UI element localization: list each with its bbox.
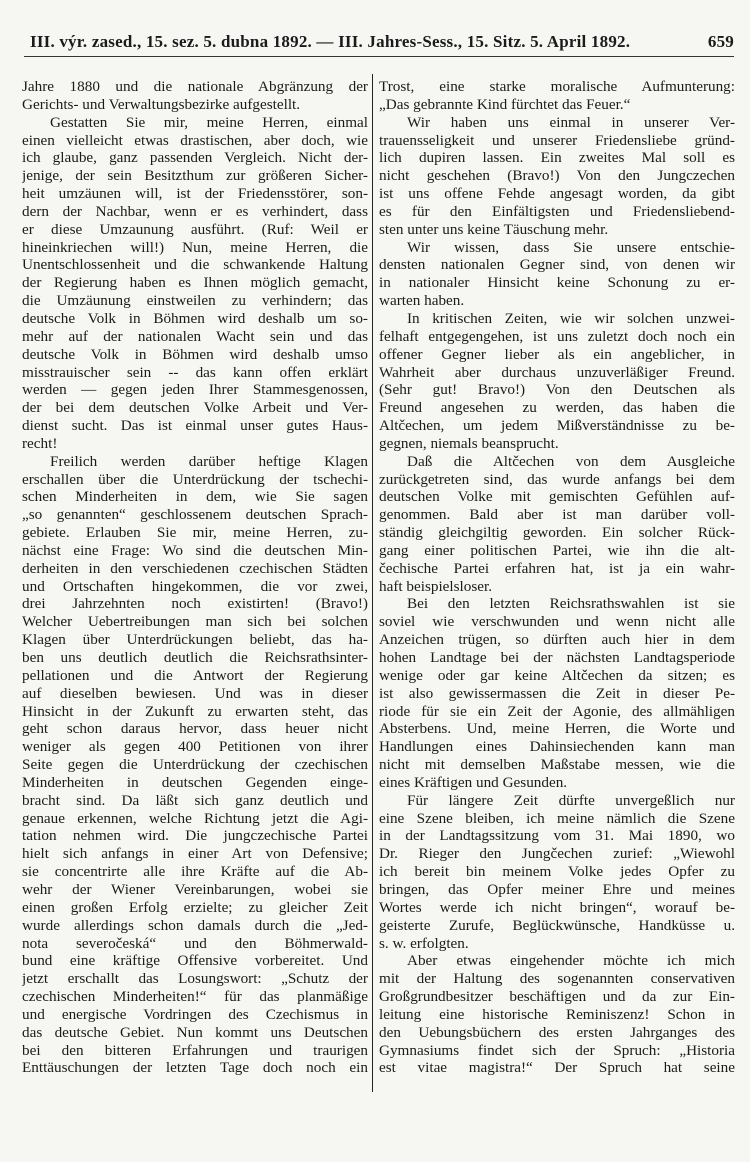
text-line: Daß die Altčechen von dem Ausgleiche [407, 452, 735, 470]
text-line: genaue erkennen, welche Richtung jetzt die Agi- [22, 809, 368, 827]
text-line: Enttäuschungen der letzten Tage doch noch ein [22, 1059, 368, 1077]
text-line: hohen Landtage bei der nächsten Landtagsperiode [379, 649, 735, 666]
text-line: warten haben. [379, 292, 465, 310]
column-divider [372, 74, 373, 1092]
text-line: felhaft entgegengehen, ist uns zuletzt doch noch ein [379, 327, 735, 345]
text-line: nicht geschehen (Bravo!) Von den Jungczechen [379, 167, 735, 185]
text-line: jenige, der sein Besitzthum zur größeren Sicher- [22, 167, 368, 185]
text-line: Hinsicht in der Zukunft zu erwarten steht, das [22, 702, 368, 720]
text-line: eine Szene bleiben, ich meine nämlich die Szene [379, 809, 735, 827]
text-line: er diese Umzaunung ausführt. (Ruf: Weil er [22, 220, 368, 238]
paragraph [22, 453, 368, 1078]
paragraph [379, 114, 735, 239]
text-line: bracht sind. Da läßt sich ganz deutlich und [22, 791, 368, 809]
paragraph [379, 453, 735, 596]
text-line: dienst sucht. Das ist einmal unser gutes Haus- [22, 417, 368, 435]
text-line: czechischen Minderheiten!“ für das planmäßige [22, 988, 368, 1006]
paragraph [379, 792, 735, 953]
text-line: nota severočeská“ und den Böhmerwald- [22, 934, 368, 952]
text-line: deutschen Volke mit gemischten Gefühlen auf- [379, 488, 735, 506]
text-line: bringen, das Opfer meiner Ehre und meines [379, 880, 735, 898]
text-line: die Umzäunung einstweilen zu verhindern; das [22, 292, 368, 310]
text-line: (Sehr gut! Bravo!) Von den Deutschen als [379, 381, 735, 399]
text-line: trauensseligkeit und unserer Friedensliebe gründ- [379, 131, 735, 149]
text-line: dern der Nachbar, wenn er es verhindert, dass [22, 202, 368, 220]
text-line: zurückgetreten sind, das wurde anfangs bei dem [379, 470, 735, 488]
text-line: ich glaube, ganz passenden Vergleich. Nicht der- [22, 149, 368, 167]
text-line: es für den Einfältigsten und Friedensliebend- [379, 202, 735, 220]
text-line: „Das gebrannte Kind fürchtet das Feuer.“ [379, 95, 631, 113]
text-line: Wir haben uns einmal in unserer Ver- [407, 113, 735, 131]
text-line: est vitae magistra!“ Der Spruch hat seine [379, 1059, 735, 1077]
text-line: gang einer politischen Partei, wie ihn die alt- [379, 541, 735, 559]
running-header [30, 32, 734, 52]
text-line: in nationaler Hinsicht keine Schonung zu er- [379, 274, 735, 292]
header-rule [24, 56, 734, 57]
text-line: Wahrheit aber durchaus unzuverläßiger Freund. [379, 363, 735, 381]
text-line: wenige oder gar keine Altčechen da sitzen; es [379, 666, 735, 684]
text-line: Gestatten Sie mir, meine Herren, einmal [50, 113, 368, 131]
text-line: erschallen über die Unterdrückung der tschechi- [22, 470, 368, 488]
text-line: Welcher Uebertreibungen man sich bei solchen [22, 613, 368, 631]
text-line: Minderheiten in deutschen Gegenden einge- [22, 773, 368, 791]
text-line: nicht mit demselben Maßstabe messen, wie die [379, 756, 735, 774]
page-number: 659 [707, 32, 734, 51]
text-line: genommen. Bald aber ist man darüber voll- [379, 506, 735, 524]
text-line: hielt sich anfangs in einer Art von Defensive; [22, 845, 368, 863]
text-line: sie concentrirte alle ihre Kräfte auf die Ab- [22, 863, 368, 881]
text-line: leitung eine historische Reminiszenz! Schon in [379, 1005, 735, 1023]
text-line: čechische Partei erfahren hat, ist ja ein wahr- [379, 559, 735, 577]
text-line: deutsche Volk in Böhmen wird deshalb umso [22, 345, 368, 363]
left-column [22, 78, 368, 1077]
text-line: ben uns deutlich deutlich die Reichsrathsinter- [22, 649, 368, 666]
text-line: Handlungen eines Dahinsiechenden kann man [379, 738, 735, 756]
text-line: einen großen Erfolg erzielte; zu gleicher Zeit [22, 898, 368, 916]
text-line: Gymnasiums findet sich der Spruch: „Historia [379, 1041, 735, 1059]
text-line: gebiete. Erlauben Sie mir, meine Herren, zu- [22, 524, 368, 542]
text-line: „so genannten“ geschlossenem deutschen Sprach- [22, 506, 368, 524]
text-line: Großgrundbesitzer beschäftigen und da zur Ein- [379, 988, 735, 1006]
paragraph [379, 78, 735, 114]
text-line: In kritischen Zeiten, wie wir solchen unzwei- [407, 309, 735, 327]
text-line: heit umzäunen will, ist der Friedensstörer, son- [22, 185, 368, 203]
text-line: den Uebungsbüchern des ersten Jahrganges des [379, 1023, 735, 1041]
text-line: auf dieselben bewiesen. Und was in dieser [22, 684, 368, 702]
text-line: eines Kräftigen und Gesunden. [379, 773, 568, 791]
text-line: jetzt erschallt das Losungswort: „Schutz der [22, 970, 368, 988]
paragraph [379, 952, 735, 1077]
text-line: Dr. Rieger den Jungčechen zurief: „Wiewohl [379, 845, 735, 863]
text-line: tation nehmen wird. Die jungczechische Partei [22, 827, 368, 845]
text-line: Unentschlossenheit und die schwankende Haltung [22, 256, 368, 274]
text-line: mit der Haltung des sogenannten conservativen [379, 970, 735, 988]
header-title: III. výr. zased., 15. sez. 5. dubna 1892. — III. Jahres-Sess., 15. Sitz. 5. April 1892. [30, 32, 631, 51]
text-line: ständig gleichgiltig geworden. Ein solcher Rück- [379, 524, 735, 542]
text-line: der bei dem deutschen Volke Arbeit und Ver- [22, 399, 368, 417]
text-line: nächst eine Frage: Wo sind die deutschen Min- [22, 541, 368, 559]
text-line: werden — gegen jeden Ihrer Stammesgenossen, [22, 381, 368, 399]
text-line: Bei den letzten Reichsrathswahlen ist sie [407, 595, 735, 613]
text-line: Altčechen, um jedem Mißverständnisse zu be- [379, 417, 735, 435]
text-line: Klagen über Unterdrückungen beliebt, das ha- [22, 631, 368, 649]
text-line: haft beispielsloser. [379, 577, 493, 595]
text-line: Trost, eine starke moralische Aufmunterung: [379, 78, 735, 95]
text-line: wehr der Wiener Vereinbarungen, wobei sie [22, 880, 368, 898]
text-line: derheiten in den verschiedenen czechischen Städten [22, 559, 368, 577]
text-line: ich bereit bin meinem Volke jedes Opfer zu [379, 863, 735, 881]
paragraph [22, 78, 368, 114]
text-line: Wortes werde ich nicht bringen“, worauf be- [379, 898, 735, 916]
text-line: geht schon daraus hervor, dass heuer nicht [22, 720, 368, 738]
text-line: und Ortschaften hingekommen, die vor zwei, [22, 577, 368, 595]
paragraph [379, 239, 735, 310]
text-line: und energische Vordringen des Czechismus in [22, 1005, 368, 1023]
text-line: Gerichts- und Verwaltungsbezirke aufgestellt. [22, 95, 301, 113]
text-line: deutsche Volk in Böhmen wird deshalb um so- [22, 309, 368, 327]
text-line: Freilich werden darüber heftige Klagen [50, 452, 368, 470]
text-line: mehr auf der nationalen Wacht sein und das [22, 327, 368, 345]
right-column [379, 78, 735, 1077]
text-line: ist also gewissermassen die Zeit in dieser Pe- [379, 684, 735, 702]
paragraph [379, 310, 735, 453]
text-line: soviel wie verschwunden und wenn nicht alle [379, 613, 735, 631]
text-line: Aber etwas eingehender möchte ich mich [407, 952, 735, 970]
text-line: gegnen, niemals beansprucht. [379, 434, 559, 452]
text-line: das deutsche Gebiet. Nun kommt uns Deutschen [22, 1023, 368, 1041]
text-line: schen Minderheiten in dem, wie Sie sagen [22, 488, 368, 506]
text-line: der Regierung haben es Ihnen möglich gemacht, [22, 274, 368, 292]
text-line: Freund angesehen zu werden, das haben die [379, 399, 735, 417]
text-line: geisterte Zurufe, Beglückwünsche, Handküsse u. [379, 916, 735, 934]
text-line: s. w. erfolgten. [379, 934, 469, 952]
paragraph [22, 114, 368, 453]
text-line: misstrauischer sein -- das kann offen erklärt [22, 363, 368, 381]
text-line: pellationen und die Antwort der Regierung [22, 666, 368, 684]
text-line: hineinkriechen will!) Nun, meine Herren, die [22, 238, 368, 256]
paragraph [379, 595, 735, 791]
text-line: bei den bitteren Erfahrungen und traurigen [22, 1041, 368, 1059]
text-line: weniger als gegen 400 Petitionen von ihrer [22, 738, 368, 756]
text-line: offener Gegner lieber als ein angeblicher, in [379, 345, 735, 363]
text-line: ist uns offene Fehde angesagt worden, da gibt [379, 185, 735, 203]
text-line: riode für sie ein Zeit der Agonie, des allmähligen [379, 702, 735, 720]
text-line: Seite gegen die Unterdrückung der czechischen [22, 756, 368, 774]
text-line: bund eine kräftige Offensive vorbereitet. Und [22, 952, 368, 970]
text-line: wurde allerdings schon damals durch die „Jed- [22, 916, 368, 934]
text-line: Anzeichen trügen, so dürften auch hier in dem [379, 631, 735, 649]
text-line: in der Landtagssitzung vom 31. Mai 1890, wo [379, 827, 735, 845]
text-line: Jahre 1880 und die nationale Abgränzung der [22, 78, 368, 95]
text-line: recht! [22, 434, 58, 452]
text-line: Absterbens. Und, meine Herren, die Worte und [379, 720, 735, 738]
text-line: einen vielleicht etwas drastischen, aber doch, wie [22, 131, 368, 149]
text-line: Für längere Zeit dürfte unvergeßlich nur [407, 791, 735, 809]
text-line: Wir wissen, dass Sie unsere entschie- [407, 238, 735, 256]
text-line: lich dupiren lassen. Ein zweites Mal soll es [379, 149, 735, 167]
text-line: drei Jahrzehnten noch existirten! (Bravo!) [22, 595, 368, 613]
text-line: sten unter uns keine Täuschung mehr. [379, 220, 609, 238]
text-line: densten nationalen Gegner sind, von denen wir [379, 256, 735, 274]
